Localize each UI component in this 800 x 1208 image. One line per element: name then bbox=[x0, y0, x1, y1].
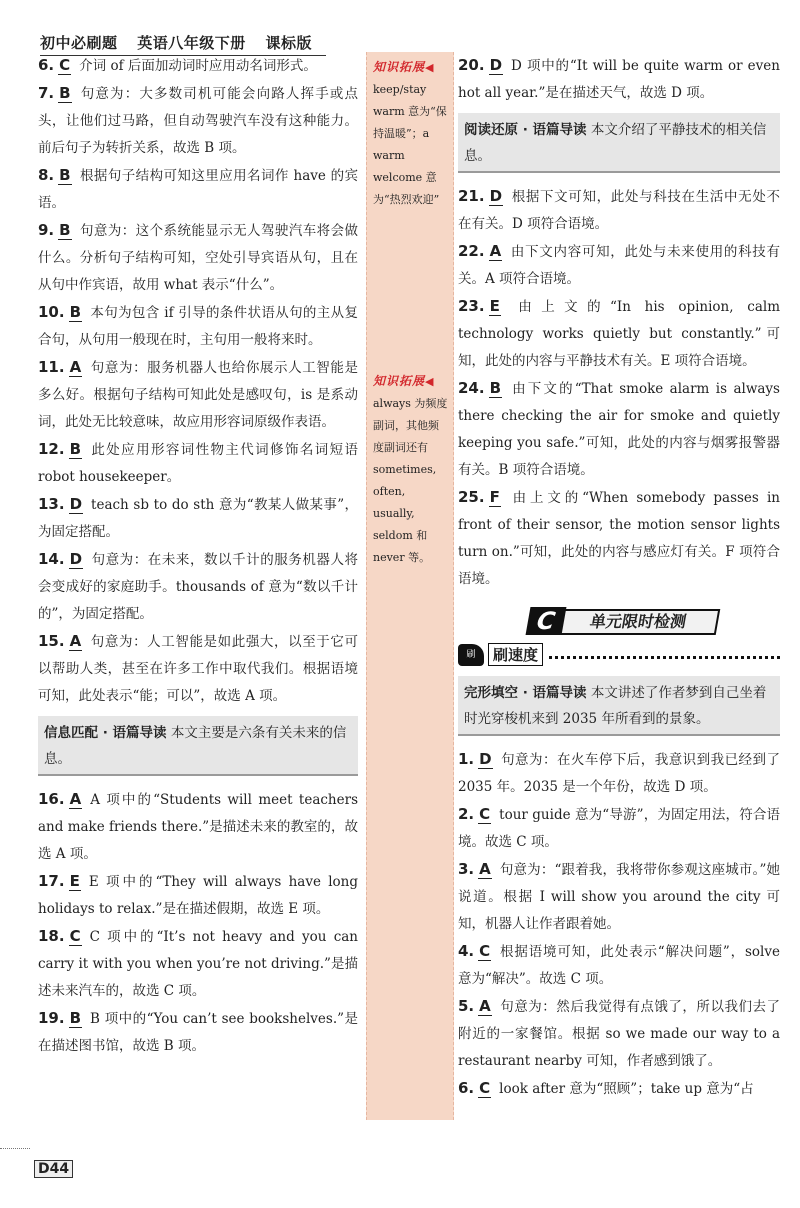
question-number: 10. bbox=[38, 303, 65, 321]
question-number: 9. bbox=[38, 221, 55, 239]
answer-list bbox=[458, 183, 780, 593]
dotted-divider bbox=[549, 656, 780, 659]
question-number: 19. bbox=[38, 1009, 65, 1027]
header-edition: 课标版 bbox=[265, 34, 313, 52]
tips-sidebar bbox=[366, 52, 454, 1120]
answer-letter: A bbox=[479, 860, 491, 878]
answer-item bbox=[38, 491, 358, 546]
answer-letter: D bbox=[489, 56, 503, 74]
question-number: 8. bbox=[38, 166, 55, 184]
answer-item bbox=[38, 1005, 358, 1060]
answer-letter: E bbox=[489, 297, 500, 315]
answer-item bbox=[458, 856, 780, 938]
answer-letter: B bbox=[489, 379, 502, 397]
question-number: 6. bbox=[38, 56, 55, 74]
right-column bbox=[458, 52, 780, 1103]
explanation-text: 句意为：大多数司机可能会向路人挥手或点头，让他们过马路，但自动驾驶汽车没有这种能力。前后句子为转折关系，故选 B 项。 bbox=[38, 86, 358, 156]
answer-item bbox=[458, 183, 780, 238]
arrow-left-icon: ◀ bbox=[425, 61, 435, 74]
answer-letter: A bbox=[479, 997, 491, 1015]
answer-letter: C bbox=[479, 1079, 491, 1097]
answer-letter: C bbox=[69, 927, 81, 945]
explanation-text: 句意为：然后我觉得有点饿了，所以我们去了附近的一家餐馆。根据 so we made our way to a restaurant nearby 可知，作者感到饿了。 bbox=[458, 999, 780, 1069]
answer-item bbox=[38, 786, 358, 868]
section-summary: 本文讲述了作者梦到自己坐着时光穿梭机来到 2035 年所看到的景象。 bbox=[464, 685, 767, 727]
question-number: 15. bbox=[38, 632, 65, 650]
answer-item bbox=[38, 354, 358, 436]
question-number: 12. bbox=[38, 440, 65, 458]
answer-letter: C bbox=[479, 805, 491, 823]
question-number: 3. bbox=[458, 860, 475, 878]
answer-list bbox=[458, 746, 780, 1103]
answer-letter: B bbox=[69, 1009, 82, 1027]
header-series: 初中必刷题 bbox=[40, 34, 118, 52]
answer-item bbox=[458, 293, 780, 375]
question-number: 2. bbox=[458, 805, 475, 823]
answer-item bbox=[458, 746, 780, 801]
answer-letter: D bbox=[69, 550, 83, 568]
answer-list bbox=[38, 786, 358, 1060]
section-title: 信息匹配 · 语篇导读 bbox=[44, 725, 167, 741]
question-number: 23. bbox=[458, 297, 485, 315]
question-number: 17. bbox=[38, 872, 65, 890]
tip-text: keep/stay warm 意为“保持温暖”；a warm welcome 意为“热烈欢迎” bbox=[373, 83, 447, 206]
explanation-text: teach sb to do sth 意为“教某人做某事”，为固定搭配。 bbox=[38, 497, 358, 540]
unit-test-title bbox=[528, 607, 728, 635]
question-number: 13. bbox=[38, 495, 65, 513]
explanation-text: 此处应用形容词性物主代词修饰名词短语 robot housekeeper。 bbox=[38, 442, 358, 485]
header-book: 英语八年级下册 bbox=[137, 34, 246, 52]
explanation-text: 句意为：在未来，数以千计的服务机器人将会变成好的家庭助手。thousands of 意为“数以千计的”，为固定搭配。 bbox=[38, 552, 358, 622]
answer-letter: A bbox=[69, 358, 82, 376]
answer-letter: B bbox=[69, 440, 82, 458]
explanation-text: 由上文的“When somebody passes in front of their sensor, the motion sensor lights turn on.”可知，此处的内容与感应灯有关。F 项符合语境。 bbox=[458, 490, 780, 587]
explanation-text: 介词 of 后面加动词时应用动名词形式。 bbox=[79, 58, 317, 74]
answer-item bbox=[38, 217, 358, 299]
speed-banner bbox=[458, 643, 780, 666]
explanation-text: C 项中的“It’s not heavy and you can carry it with you when you’re not driving.”是描述未来汽车的，故选 C 项。 bbox=[38, 929, 358, 999]
unit-test-label: 单元限时检测 bbox=[556, 609, 721, 635]
section-reading bbox=[458, 113, 780, 173]
question-number: 16. bbox=[38, 790, 65, 808]
section-title: 阅读还原 · 语篇导读 bbox=[464, 122, 587, 138]
answer-letter: C bbox=[59, 56, 71, 74]
answer-letter: B bbox=[59, 221, 71, 239]
explanation-text: 根据语境可知，此处表示“解决问题”，solve 意为“解决”。故选 C 项。 bbox=[458, 944, 780, 987]
answer-letter: C bbox=[479, 942, 491, 960]
question-number: 18. bbox=[38, 927, 65, 945]
answer-item bbox=[458, 938, 780, 993]
answer-item bbox=[38, 162, 358, 217]
explanation-text: 句意为：服务机器人也给你展示人工智能是多么好。根据句子结构可知此处是感叹句，is 是系动词，此处无比较意味，故应用形容词原级作表语。 bbox=[38, 360, 358, 430]
question-number: 4. bbox=[458, 942, 475, 960]
answer-list bbox=[38, 52, 358, 710]
answer-item bbox=[458, 801, 780, 856]
question-number: 24. bbox=[458, 379, 485, 397]
section-info-matching bbox=[38, 716, 358, 776]
question-number: 14. bbox=[38, 550, 65, 568]
explanation-text: D 项中的“It will be quite warm or even hot all year.”是在描述天气，故选 D 项。 bbox=[458, 58, 780, 101]
unit-letter-icon: C bbox=[526, 607, 567, 635]
answer-item bbox=[38, 436, 358, 491]
left-column bbox=[38, 52, 358, 1060]
answer-item bbox=[38, 52, 358, 80]
explanation-text: B 项中的“You can’t see bookshelves.”是在描述图书馆，故选 B 项。 bbox=[38, 1011, 358, 1054]
explanation-text: 句意为：这个系统能显示无人驾驶汽车将会做什么。分析句子结构可知，空处引导宾语从句，且在从句中作宾语，故用 what 表示“什么”。 bbox=[38, 223, 358, 293]
explanation-text: tour guide 意为“导游”，为固定用法，符合语境。故选 C 项。 bbox=[458, 807, 780, 850]
explanation-text: 本句为包含 if 引导的条件状语从句的主从复合句，从句用一般现在时，主句用一般将来时。 bbox=[38, 305, 358, 348]
explanation-text: 句意为：“跟着我，我将带你参观这座城市。”她说道。根据 I will show you around the city 可知，机器人让作者跟着她。 bbox=[458, 862, 780, 932]
question-number: 11. bbox=[38, 358, 65, 376]
section-summary: 本文介绍了平静技术的相关信息。 bbox=[464, 122, 767, 164]
question-number: 22. bbox=[458, 242, 485, 260]
explanation-text: 由下文内容可知，此处与未来使用的科技有关。A 项符合语境。 bbox=[458, 244, 780, 287]
answer-letter: D bbox=[479, 750, 492, 768]
answer-letter: B bbox=[59, 84, 71, 102]
tip-title: 知识拓展◀ bbox=[373, 374, 435, 388]
question-number: 25. bbox=[458, 488, 485, 506]
question-number: 1. bbox=[458, 750, 475, 768]
answer-letter: E bbox=[69, 872, 80, 890]
answer-item bbox=[38, 628, 358, 710]
question-number: 21. bbox=[458, 187, 485, 205]
arrow-left-icon: ◀ bbox=[425, 375, 435, 388]
answer-item bbox=[458, 238, 780, 293]
question-number: 20. bbox=[458, 56, 485, 74]
answer-letter: A bbox=[489, 242, 502, 260]
answer-letter: B bbox=[69, 303, 82, 321]
answer-item bbox=[458, 375, 780, 484]
explanation-text: 根据句子结构可知这里应用名词作 have 的宾语。 bbox=[38, 168, 358, 211]
answer-item bbox=[458, 484, 780, 593]
explanation-text: 句意为：在火车停下后，我意识到我已经到了 2035 年。2035 是一个年份，故选 D 项。 bbox=[458, 752, 780, 795]
answer-item bbox=[38, 80, 358, 162]
answer-letter: A bbox=[69, 632, 82, 650]
answer-letter: D bbox=[69, 495, 83, 513]
tip-title: 知识拓展◀ bbox=[373, 60, 435, 74]
page-number: D44 bbox=[34, 1160, 73, 1178]
brush-icon: 刷 bbox=[458, 644, 484, 666]
speed-label: 刷速度 bbox=[488, 643, 543, 666]
explanation-text: A 项中的“Students will meet teachers and make friends there.”是描述未来的教室的，故选 A 项。 bbox=[38, 792, 358, 862]
explanation-text: E 项中的“They will always have long holidays to relax.”是在描述假期，故选 E 项。 bbox=[38, 874, 358, 917]
question-number: 5. bbox=[458, 997, 475, 1015]
question-number: 7. bbox=[38, 84, 55, 102]
answer-letter: B bbox=[59, 166, 71, 184]
explanation-text: 由上文的“In his opinion, calm technology works quietly but constantly.”可知，此处的内容与平静技术有关。E 项符合语境。 bbox=[458, 299, 780, 369]
explanation-text: 句意为：人工智能是如此强大，以至于它可以帮助人类，甚至在许多工作中取代我们。根据语境可知，此处表示“能；可以”，故选 A 项。 bbox=[38, 634, 358, 704]
section-title: 完形填空 · 语篇导读 bbox=[464, 685, 587, 701]
answer-letter: D bbox=[489, 187, 503, 205]
answer-item bbox=[458, 52, 780, 107]
answer-item bbox=[38, 546, 358, 628]
tip-box bbox=[373, 56, 449, 211]
section-cloze bbox=[458, 676, 780, 736]
answer-item bbox=[38, 868, 358, 923]
explanation-text: 由下文的“That smoke alarm is always there checking the air for smoke and quietly keeping you safe.”可知，此处的内容与烟雾报警器有关。B 项符合语境。 bbox=[458, 381, 780, 478]
section-summary: 本文主要是六条有关未来的信息。 bbox=[44, 725, 347, 767]
answer-item bbox=[458, 993, 780, 1075]
answer-letter: A bbox=[69, 790, 82, 808]
answer-item bbox=[458, 1075, 780, 1103]
footer-divider bbox=[0, 1148, 30, 1149]
question-number: 6. bbox=[458, 1079, 475, 1097]
explanation-text: 根据下文可知，此处与科技在生活中无处不在有关。D 项符合语境。 bbox=[458, 189, 780, 232]
tip-text: always 为频度副词，其他频度副词还有 sometimes, often, usually, seldom 和 never 等。 bbox=[373, 397, 448, 564]
answer-list bbox=[458, 52, 780, 107]
answer-letter: F bbox=[489, 488, 500, 506]
answer-item bbox=[38, 923, 358, 1005]
tip-box bbox=[373, 370, 449, 569]
explanation-text: look after 意为“照顾”；take up 意为“占 bbox=[499, 1081, 754, 1097]
answer-item bbox=[38, 299, 358, 354]
